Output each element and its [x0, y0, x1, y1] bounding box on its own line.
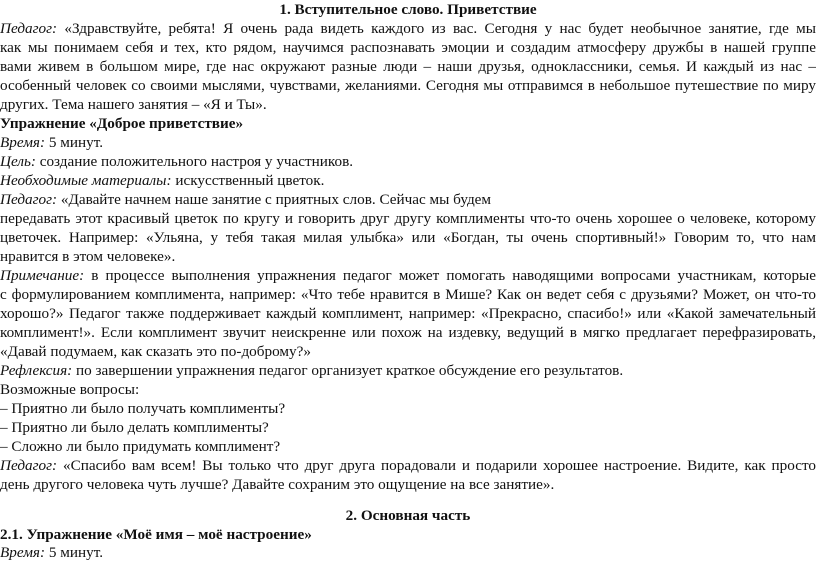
questions-title: Возможные вопросы:: [0, 381, 140, 398]
question-item: – Приятно ли было получать комплименты?: [0, 400, 286, 417]
intro-line-2: как мы понимаем себя и тех, кто рядом, научимся распознавать эмоции и создадим атмосферу дружбы в нашей группе: [0, 39, 816, 56]
question-item: – Сложно ли было придумать комплимент?: [0, 438, 281, 455]
note-label: Примечание:: [0, 267, 85, 284]
section2-time-label: Время:: [0, 544, 46, 561]
teacher-line-2: цветочек. Например: «Ульяна, у тебя такая милая улыбка» или «Богдан, ты очень спортивный!» Говорим то, что нам: [0, 229, 816, 246]
goal-label: Цель:: [0, 153, 36, 170]
exercise-title: Упражнение «Доброе приветствие»: [0, 115, 244, 132]
time-row: [0, 133, 103, 152]
speaker-label: Педагог:: [0, 20, 58, 37]
goal-row: [0, 152, 353, 171]
closing-row: Педагог: «Спасибо вам всем! Вы только что друг друга порадовали и подарили хорошее настроение. Видите, как просто: [0, 457, 816, 474]
intro-line-4: особенный человек со своими мыслями, чувствами, желаниями. Сегодня мы отправимся в небольшое путешествие по миру: [0, 77, 816, 94]
intro-line-5: других. Тема нашего занятия – «Я и Ты».: [0, 96, 267, 113]
materials-row: [0, 171, 324, 190]
note-line-3: комплимент!». Если комплимент звучит неискренне или похож на издевку, ведущий в мягко предлагает перефразировать,: [0, 324, 816, 341]
reflection-label: Рефлексия:: [0, 362, 73, 379]
section1-heading: 1. Вступительное слово. Приветствие: [279, 1, 537, 18]
question-item: – Приятно ли было делать комплименты?: [0, 419, 269, 436]
goal-value: создание положительного настроя у участников.: [39, 153, 354, 170]
intro-line-1: Педагог: «Здравствуйте, ребята! Я очень рада видеть каждого из вас. Сегодня у нас будет необычное занятие, где мы: [0, 20, 816, 37]
teacher-row: Педагог: «Давайте начнем наше занятие с приятных слов. Сейчас мы будем: [0, 191, 492, 208]
time-value: 5 минут.: [48, 134, 103, 151]
teacher-line-3: нравится в этом человеке».: [0, 248, 176, 265]
materials-value: искусственный цветок.: [175, 172, 325, 189]
closing-line-1: день другого человека чуть лучше? Давайте сохраним это ощущение на все занятие».: [0, 476, 555, 493]
note-row: Примечание: в процессе выполнения упражнения педагог может помогать наводящими вопросами участникам, которые: [0, 267, 816, 284]
intro-line-3: вами живем в большом мире, где нас окружают разные люди – наши друзья, одноклассники, семья. И каждый из нас –: [0, 58, 816, 75]
section2-heading: 2. Основная часть: [345, 507, 471, 524]
note-line-4: «Давай подумаем, как сказать это по-доброму?»: [0, 343, 311, 360]
closing-label: Педагог:: [0, 457, 58, 474]
time-label: Время:: [0, 134, 46, 151]
note-line-1: с формулированием комплимента, например: «Что тебе нравится в Мише? Как он ведет себя с друзьями? Может, он что-то: [0, 286, 816, 303]
teacher-label: Педагог:: [0, 191, 58, 208]
section2-exercise-title: 2.1. Упражнение «Моё имя – моё настроение»: [0, 526, 312, 543]
section2-time-row: [0, 543, 103, 562]
section2-time-value: 5 минут.: [48, 544, 103, 561]
teacher-line-1: передавать этот красивый цветок по кругу и говорить друг другу комплименты что-то очень хорошее о человеке, которому: [0, 210, 816, 227]
note-line-2: хорошо?» Педагог также поддерживает каждый комплимент, например: «Прекрасно, спасибо!» или «Какой замечательный: [0, 305, 816, 322]
reflection-row: Рефлексия: по завершении упражнения педагог организует краткое обсуждение его результатов.: [0, 362, 624, 379]
materials-label: Необходимые материалы:: [0, 172, 172, 189]
